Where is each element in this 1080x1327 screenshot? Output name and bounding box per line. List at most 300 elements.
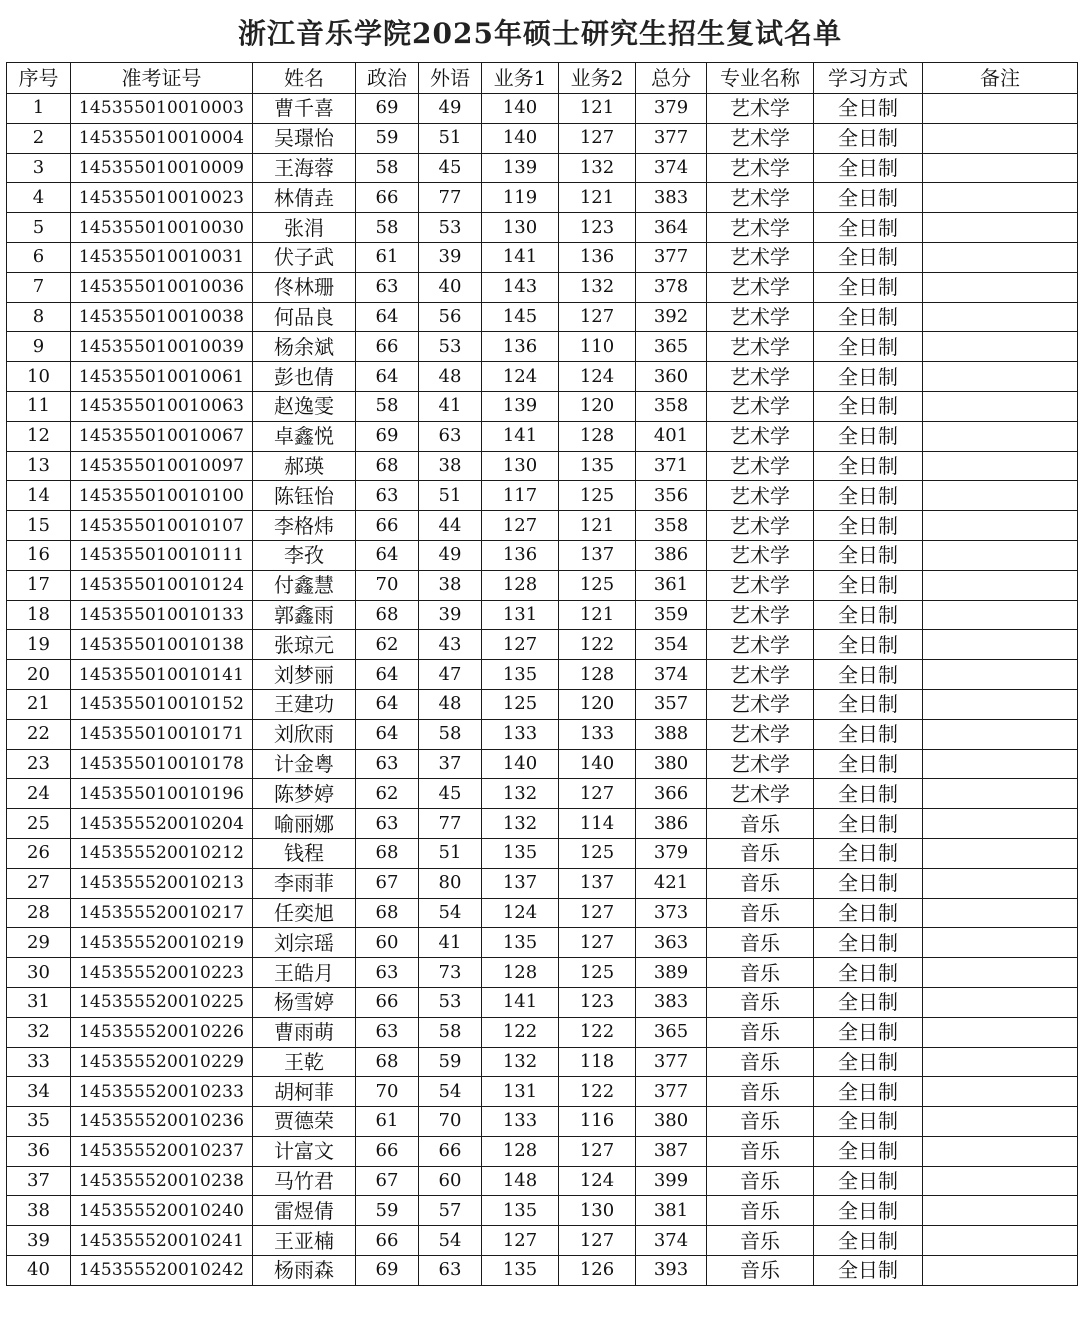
cell-name: 林倩垚 xyxy=(253,183,356,213)
cell-foreign: 53 xyxy=(419,987,482,1017)
cell-subject1: 135 xyxy=(482,928,559,958)
cell-no: 30 xyxy=(7,958,71,988)
cell-politics: 58 xyxy=(356,391,419,421)
cell-major: 艺术学 xyxy=(707,362,814,392)
cell-note xyxy=(923,1196,1078,1226)
cell-ticket: 145355520010238 xyxy=(71,1166,253,1196)
cell-major: 音乐 xyxy=(707,898,814,928)
cell-study-mode: 全日制 xyxy=(814,391,923,421)
cell-subject1: 131 xyxy=(482,1077,559,1107)
cell-name: 胡柯菲 xyxy=(253,1077,356,1107)
cell-note xyxy=(923,928,1078,958)
table-row xyxy=(7,1256,1078,1286)
cell-subject1: 131 xyxy=(482,600,559,630)
cell-ticket: 145355520010229 xyxy=(71,1047,253,1077)
cell-name: 王海蓉 xyxy=(253,153,356,183)
cell-subject2: 116 xyxy=(559,1107,636,1137)
table-row xyxy=(7,421,1078,451)
cell-foreign: 44 xyxy=(419,511,482,541)
cell-total: 392 xyxy=(636,302,707,332)
cell-total: 393 xyxy=(636,1256,707,1286)
cell-total: 380 xyxy=(636,1107,707,1137)
cell-politics: 61 xyxy=(356,1107,419,1137)
cell-subject2: 123 xyxy=(559,213,636,243)
cell-foreign: 56 xyxy=(419,302,482,332)
cell-subject2: 127 xyxy=(559,898,636,928)
cell-subject2: 127 xyxy=(559,928,636,958)
cell-total: 387 xyxy=(636,1136,707,1166)
cell-note xyxy=(923,1047,1078,1077)
cell-ticket: 145355010010100 xyxy=(71,481,253,511)
cell-ticket: 145355010010039 xyxy=(71,332,253,362)
cell-major: 艺术学 xyxy=(707,302,814,332)
cell-major: 音乐 xyxy=(707,1077,814,1107)
cell-subject1: 130 xyxy=(482,213,559,243)
cell-subject1: 132 xyxy=(482,1047,559,1077)
cell-subject2: 114 xyxy=(559,809,636,839)
cell-foreign: 45 xyxy=(419,779,482,809)
cell-study-mode: 全日制 xyxy=(814,123,923,153)
cell-subject2: 130 xyxy=(559,1196,636,1226)
cell-study-mode: 全日制 xyxy=(814,421,923,451)
cell-major: 艺术学 xyxy=(707,630,814,660)
cell-note xyxy=(923,749,1078,779)
table-row xyxy=(7,719,1078,749)
cell-subject1: 127 xyxy=(482,630,559,660)
cell-major: 音乐 xyxy=(707,1166,814,1196)
cell-major: 音乐 xyxy=(707,868,814,898)
cell-name: 杨余斌 xyxy=(253,332,356,362)
cell-subject2: 122 xyxy=(559,630,636,660)
cell-subject2: 135 xyxy=(559,451,636,481)
cell-politics: 59 xyxy=(356,1196,419,1226)
cell-study-mode: 全日制 xyxy=(814,958,923,988)
cell-ticket: 145355010010036 xyxy=(71,272,253,302)
cell-major: 音乐 xyxy=(707,838,814,868)
cell-name: 刘宗瑶 xyxy=(253,928,356,958)
cell-name: 喻丽娜 xyxy=(253,809,356,839)
cell-subject2: 121 xyxy=(559,183,636,213)
cell-major: 音乐 xyxy=(707,1226,814,1256)
cell-total: 383 xyxy=(636,183,707,213)
cell-foreign: 80 xyxy=(419,868,482,898)
header-cell-name: 姓名 xyxy=(253,63,356,94)
cell-no: 14 xyxy=(7,481,71,511)
cell-subject2: 127 xyxy=(559,123,636,153)
cell-politics: 70 xyxy=(356,570,419,600)
cell-study-mode: 全日制 xyxy=(814,94,923,124)
cell-subject2: 128 xyxy=(559,421,636,451)
cell-study-mode: 全日制 xyxy=(814,838,923,868)
cell-foreign: 45 xyxy=(419,153,482,183)
cell-ticket: 145355010010023 xyxy=(71,183,253,213)
cell-major: 艺术学 xyxy=(707,272,814,302)
cell-foreign: 51 xyxy=(419,123,482,153)
cell-total: 358 xyxy=(636,391,707,421)
cell-politics: 66 xyxy=(356,511,419,541)
cell-total: 366 xyxy=(636,779,707,809)
cell-no: 13 xyxy=(7,451,71,481)
cell-subject1: 141 xyxy=(482,421,559,451)
cell-total: 381 xyxy=(636,1196,707,1226)
cell-foreign: 49 xyxy=(419,540,482,570)
cell-subject2: 121 xyxy=(559,94,636,124)
cell-subject2: 128 xyxy=(559,660,636,690)
header-cell-no: 序号 xyxy=(7,63,71,94)
cell-subject2: 127 xyxy=(559,779,636,809)
cell-total: 371 xyxy=(636,451,707,481)
cell-subject2: 124 xyxy=(559,362,636,392)
cell-note xyxy=(923,809,1078,839)
table-row xyxy=(7,332,1078,362)
cell-total: 377 xyxy=(636,123,707,153)
cell-no: 37 xyxy=(7,1166,71,1196)
cell-subject1: 125 xyxy=(482,689,559,719)
table-row xyxy=(7,838,1078,868)
cell-subject1: 141 xyxy=(482,987,559,1017)
cell-note xyxy=(923,719,1078,749)
table-row xyxy=(7,1166,1078,1196)
cell-note xyxy=(923,1256,1078,1286)
table-row xyxy=(7,987,1078,1017)
cell-politics: 61 xyxy=(356,242,419,272)
cell-name: 彭也倩 xyxy=(253,362,356,392)
cell-no: 23 xyxy=(7,749,71,779)
cell-politics: 62 xyxy=(356,779,419,809)
header-row xyxy=(7,63,1078,94)
cell-name: 张琼元 xyxy=(253,630,356,660)
cell-total: 365 xyxy=(636,332,707,362)
cell-total: 354 xyxy=(636,630,707,660)
cell-subject2: 122 xyxy=(559,1077,636,1107)
table-row xyxy=(7,958,1078,988)
cell-politics: 60 xyxy=(356,928,419,958)
cell-total: 380 xyxy=(636,749,707,779)
cell-note xyxy=(923,958,1078,988)
cell-politics: 59 xyxy=(356,123,419,153)
cell-subject2: 110 xyxy=(559,332,636,362)
cell-subject1: 122 xyxy=(482,1017,559,1047)
cell-ticket: 145355010010196 xyxy=(71,779,253,809)
cell-subject1: 127 xyxy=(482,1226,559,1256)
cell-total: 363 xyxy=(636,928,707,958)
cell-subject1: 145 xyxy=(482,302,559,332)
cell-subject2: 140 xyxy=(559,749,636,779)
cell-no: 29 xyxy=(7,928,71,958)
table-row xyxy=(7,540,1078,570)
cell-total: 401 xyxy=(636,421,707,451)
cell-no: 8 xyxy=(7,302,71,332)
header-cell-subject1: 业务1 xyxy=(482,63,559,94)
cell-subject2: 127 xyxy=(559,302,636,332)
cell-study-mode: 全日制 xyxy=(814,1077,923,1107)
cell-study-mode: 全日制 xyxy=(814,719,923,749)
cell-study-mode: 全日制 xyxy=(814,809,923,839)
cell-foreign: 43 xyxy=(419,630,482,660)
cell-study-mode: 全日制 xyxy=(814,570,923,600)
cell-note xyxy=(923,689,1078,719)
table-row xyxy=(7,898,1078,928)
cell-subject2: 127 xyxy=(559,1136,636,1166)
cell-subject1: 119 xyxy=(482,183,559,213)
cell-subject1: 132 xyxy=(482,809,559,839)
table-row xyxy=(7,600,1078,630)
cell-foreign: 49 xyxy=(419,94,482,124)
cell-politics: 69 xyxy=(356,94,419,124)
cell-foreign: 77 xyxy=(419,809,482,839)
cell-no: 16 xyxy=(7,540,71,570)
cell-note xyxy=(923,1226,1078,1256)
cell-name: 卓鑫悦 xyxy=(253,421,356,451)
cell-study-mode: 全日制 xyxy=(814,183,923,213)
table-row xyxy=(7,242,1078,272)
cell-no: 26 xyxy=(7,838,71,868)
cell-study-mode: 全日制 xyxy=(814,1107,923,1137)
cell-subject1: 141 xyxy=(482,242,559,272)
cell-no: 11 xyxy=(7,391,71,421)
cell-no: 32 xyxy=(7,1017,71,1047)
cell-name: 刘欣雨 xyxy=(253,719,356,749)
cell-no: 25 xyxy=(7,809,71,839)
cell-major: 音乐 xyxy=(707,958,814,988)
cell-ticket: 145355010010063 xyxy=(71,391,253,421)
cell-study-mode: 全日制 xyxy=(814,689,923,719)
cell-politics: 63 xyxy=(356,809,419,839)
cell-study-mode: 全日制 xyxy=(814,451,923,481)
cell-no: 35 xyxy=(7,1107,71,1137)
cell-name: 王皓月 xyxy=(253,958,356,988)
table-row xyxy=(7,511,1078,541)
cell-politics: 66 xyxy=(356,1226,419,1256)
cell-major: 艺术学 xyxy=(707,749,814,779)
table-row xyxy=(7,868,1078,898)
cell-ticket: 145355520010213 xyxy=(71,868,253,898)
cell-ticket: 145355010010138 xyxy=(71,630,253,660)
cell-subject1: 124 xyxy=(482,362,559,392)
cell-politics: 67 xyxy=(356,1166,419,1196)
table-row xyxy=(7,1226,1078,1256)
cell-ticket: 145355520010225 xyxy=(71,987,253,1017)
cell-note xyxy=(923,123,1078,153)
cell-foreign: 63 xyxy=(419,421,482,451)
cell-ticket: 145355520010204 xyxy=(71,809,253,839)
cell-study-mode: 全日制 xyxy=(814,153,923,183)
header-cell-ticket: 准考证号 xyxy=(71,63,253,94)
table-row xyxy=(7,1047,1078,1077)
cell-subject1: 133 xyxy=(482,719,559,749)
cell-politics: 67 xyxy=(356,868,419,898)
cell-foreign: 54 xyxy=(419,1077,482,1107)
cell-study-mode: 全日制 xyxy=(814,1017,923,1047)
cell-ticket: 145355010010171 xyxy=(71,719,253,749)
cell-subject2: 125 xyxy=(559,838,636,868)
cell-total: 374 xyxy=(636,660,707,690)
cell-ticket: 145355520010242 xyxy=(71,1256,253,1286)
cell-ticket: 145355010010152 xyxy=(71,689,253,719)
cell-study-mode: 全日制 xyxy=(814,928,923,958)
table-row xyxy=(7,1196,1078,1226)
cell-note xyxy=(923,898,1078,928)
cell-note xyxy=(923,332,1078,362)
cell-note xyxy=(923,421,1078,451)
cell-ticket: 145355520010236 xyxy=(71,1107,253,1137)
cell-politics: 64 xyxy=(356,719,419,749)
cell-politics: 68 xyxy=(356,1047,419,1077)
cell-subject1: 132 xyxy=(482,779,559,809)
cell-note xyxy=(923,660,1078,690)
cell-note xyxy=(923,362,1078,392)
cell-foreign: 41 xyxy=(419,391,482,421)
cell-politics: 64 xyxy=(356,362,419,392)
cell-note xyxy=(923,1166,1078,1196)
document-title: 浙江音乐学院2025年硕士研究生招生复试名单 xyxy=(238,17,842,50)
cell-note xyxy=(923,1136,1078,1166)
table-row xyxy=(7,570,1078,600)
table-row xyxy=(7,630,1078,660)
cell-no: 6 xyxy=(7,242,71,272)
cell-foreign: 53 xyxy=(419,332,482,362)
cell-no: 3 xyxy=(7,153,71,183)
cell-ticket: 145355010010097 xyxy=(71,451,253,481)
header-cell-major: 专业名称 xyxy=(707,63,814,94)
cell-major: 音乐 xyxy=(707,1256,814,1286)
cell-note xyxy=(923,153,1078,183)
cell-ticket: 145355010010141 xyxy=(71,660,253,690)
cell-politics: 68 xyxy=(356,451,419,481)
cell-name: 杨雨森 xyxy=(253,1256,356,1286)
cell-name: 马竹君 xyxy=(253,1166,356,1196)
cell-major: 艺术学 xyxy=(707,689,814,719)
cell-subject2: 126 xyxy=(559,1256,636,1286)
table-row xyxy=(7,660,1078,690)
cell-note xyxy=(923,302,1078,332)
cell-note xyxy=(923,94,1078,124)
cell-no: 19 xyxy=(7,630,71,660)
cell-note xyxy=(923,183,1078,213)
cell-major: 音乐 xyxy=(707,1136,814,1166)
cell-total: 357 xyxy=(636,689,707,719)
cell-total: 377 xyxy=(636,242,707,272)
cell-name: 李雨菲 xyxy=(253,868,356,898)
cell-foreign: 77 xyxy=(419,183,482,213)
cell-ticket: 145355010010031 xyxy=(71,242,253,272)
cell-major: 艺术学 xyxy=(707,451,814,481)
cell-total: 359 xyxy=(636,600,707,630)
cell-study-mode: 全日制 xyxy=(814,1196,923,1226)
cell-ticket: 145355520010212 xyxy=(71,838,253,868)
cell-major: 音乐 xyxy=(707,1017,814,1047)
cell-no: 9 xyxy=(7,332,71,362)
cell-name: 曹雨萌 xyxy=(253,1017,356,1047)
cell-note xyxy=(923,242,1078,272)
cell-name: 王乾 xyxy=(253,1047,356,1077)
cell-ticket: 145355520010233 xyxy=(71,1077,253,1107)
cell-subject2: 133 xyxy=(559,719,636,749)
cell-ticket: 145355520010240 xyxy=(71,1196,253,1226)
cell-politics: 66 xyxy=(356,183,419,213)
cell-total: 360 xyxy=(636,362,707,392)
cell-major: 艺术学 xyxy=(707,213,814,243)
cell-note xyxy=(923,1017,1078,1047)
cell-name: 李孜 xyxy=(253,540,356,570)
table-row xyxy=(7,153,1078,183)
cell-study-mode: 全日制 xyxy=(814,749,923,779)
cell-major: 艺术学 xyxy=(707,570,814,600)
cell-ticket: 145355010010061 xyxy=(71,362,253,392)
cell-name: 郭鑫雨 xyxy=(253,600,356,630)
cell-subject1: 140 xyxy=(482,749,559,779)
cell-ticket: 145355010010003 xyxy=(71,94,253,124)
cell-study-mode: 全日制 xyxy=(814,242,923,272)
header-cell-total: 总分 xyxy=(636,63,707,94)
cell-study-mode: 全日制 xyxy=(814,213,923,243)
cell-total: 421 xyxy=(636,868,707,898)
cell-no: 31 xyxy=(7,987,71,1017)
cell-name: 雷煜倩 xyxy=(253,1196,356,1226)
cell-no: 1 xyxy=(7,94,71,124)
cell-name: 伏子武 xyxy=(253,242,356,272)
cell-subject2: 125 xyxy=(559,481,636,511)
cell-politics: 63 xyxy=(356,749,419,779)
cell-name: 李格炜 xyxy=(253,511,356,541)
cell-subject1: 136 xyxy=(482,540,559,570)
cell-major: 音乐 xyxy=(707,1196,814,1226)
cell-name: 何品良 xyxy=(253,302,356,332)
cell-subject1: 128 xyxy=(482,1136,559,1166)
cell-note xyxy=(923,1107,1078,1137)
cell-politics: 63 xyxy=(356,481,419,511)
cell-subject2: 136 xyxy=(559,242,636,272)
cell-politics: 69 xyxy=(356,421,419,451)
cell-total: 361 xyxy=(636,570,707,600)
cell-politics: 70 xyxy=(356,1077,419,1107)
cell-name: 计金粤 xyxy=(253,749,356,779)
cell-subject2: 123 xyxy=(559,987,636,1017)
cell-study-mode: 全日制 xyxy=(814,1256,923,1286)
cell-total: 377 xyxy=(636,1077,707,1107)
cell-subject2: 137 xyxy=(559,540,636,570)
header-cell-study-mode: 学习方式 xyxy=(814,63,923,94)
cell-study-mode: 全日制 xyxy=(814,1166,923,1196)
cell-study-mode: 全日制 xyxy=(814,272,923,302)
cell-note xyxy=(923,630,1078,660)
cell-subject1: 139 xyxy=(482,391,559,421)
cell-note xyxy=(923,600,1078,630)
cell-no: 24 xyxy=(7,779,71,809)
cell-no: 36 xyxy=(7,1136,71,1166)
table-row xyxy=(7,928,1078,958)
cell-subject2: 132 xyxy=(559,153,636,183)
cell-subject1: 137 xyxy=(482,868,559,898)
cell-major: 艺术学 xyxy=(707,660,814,690)
cell-major: 音乐 xyxy=(707,928,814,958)
header-cell-note: 备注 xyxy=(923,63,1078,94)
cell-total: 383 xyxy=(636,987,707,1017)
cell-subject2: 127 xyxy=(559,1226,636,1256)
cell-foreign: 41 xyxy=(419,928,482,958)
cell-no: 18 xyxy=(7,600,71,630)
cell-major: 艺术学 xyxy=(707,242,814,272)
cell-name: 王亚楠 xyxy=(253,1226,356,1256)
cell-foreign: 40 xyxy=(419,272,482,302)
cell-foreign: 58 xyxy=(419,719,482,749)
cell-major: 艺术学 xyxy=(707,511,814,541)
cell-subject1: 128 xyxy=(482,570,559,600)
cell-subject1: 135 xyxy=(482,838,559,868)
cell-no: 10 xyxy=(7,362,71,392)
cell-major: 艺术学 xyxy=(707,779,814,809)
cell-foreign: 54 xyxy=(419,898,482,928)
